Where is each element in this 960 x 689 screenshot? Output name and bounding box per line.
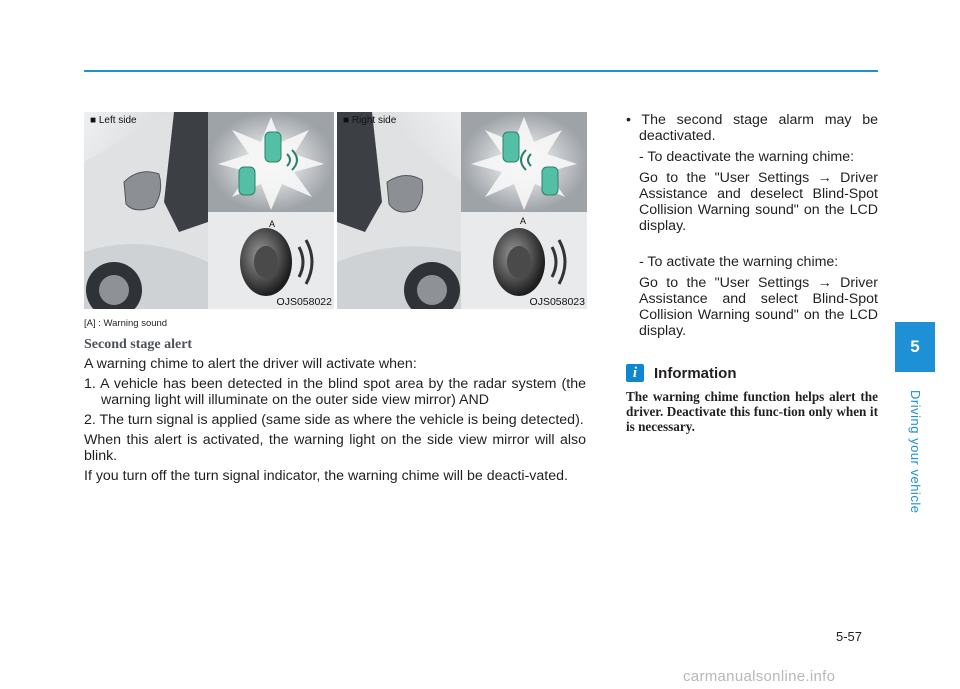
figure-right-side bbox=[337, 112, 587, 309]
figure-label: ■ Left side bbox=[90, 115, 137, 126]
chapter-title: Driving your vehicle bbox=[908, 390, 923, 514]
deactivate-text: Go to the "User Settings → Driver Assistance and deselect Blind-Spot Collision Warning sound" on the LCD display. bbox=[639, 170, 878, 234]
figure-code: OJS058022 bbox=[276, 296, 332, 308]
watermark: carmanualsonline.info bbox=[683, 668, 836, 685]
figure-caption: [A] : Warning sound bbox=[84, 318, 168, 329]
top-rule bbox=[84, 70, 878, 72]
page-number: 5-57 bbox=[836, 629, 863, 644]
info-icon: i bbox=[626, 364, 644, 382]
information-text: The warning chime function helps alert the driver. Deactivate this func-tion only when it is necessary. bbox=[626, 389, 878, 434]
list-item: 1. A vehicle has been detected in the blind spot area by the radar system (the warning light will illuminate on the outer side view mirror) AND bbox=[84, 376, 586, 408]
deactivate-block bbox=[626, 149, 878, 339]
deactivate-heading: - To deactivate the warning chime: bbox=[639, 149, 855, 165]
section-title: Second stage alert bbox=[84, 337, 193, 352]
activate-heading: - To activate the warning chime: bbox=[639, 254, 839, 270]
list-item: 2. The turn signal is applied (same side as where the vehicle is being detected). bbox=[84, 412, 584, 428]
activate-text: Go to the "User Settings → Driver Assistance and select Blind-Spot Collision Warning sound" on the LCD display. bbox=[639, 275, 878, 339]
paragraph: If you turn off the turn signal indicator, the warning chime will be deacti-vated. bbox=[84, 468, 568, 484]
intro-text: A warning chime to alert the driver will activate when: bbox=[84, 356, 417, 372]
paragraph: When this alert is activated, the warning light on the side view mirror will also blink. bbox=[84, 432, 586, 464]
figure-left-side bbox=[84, 112, 334, 309]
left-column-body bbox=[84, 356, 586, 484]
warning-sound-marker: A bbox=[520, 216, 527, 226]
bullet-item: • The second stage alarm may be deactivated. bbox=[626, 112, 878, 144]
right-column-body bbox=[626, 112, 878, 339]
information-header bbox=[626, 364, 737, 382]
chapter-number-tab: 5 bbox=[895, 322, 935, 372]
figure-label: ■ Right side bbox=[343, 115, 397, 126]
information-title: Information bbox=[654, 364, 737, 382]
figure-code: OJS058023 bbox=[529, 296, 585, 308]
right-side-mirror-illustration bbox=[337, 112, 587, 309]
left-side-mirror-illustration bbox=[84, 112, 334, 309]
warning-sound-marker: A bbox=[269, 219, 276, 229]
